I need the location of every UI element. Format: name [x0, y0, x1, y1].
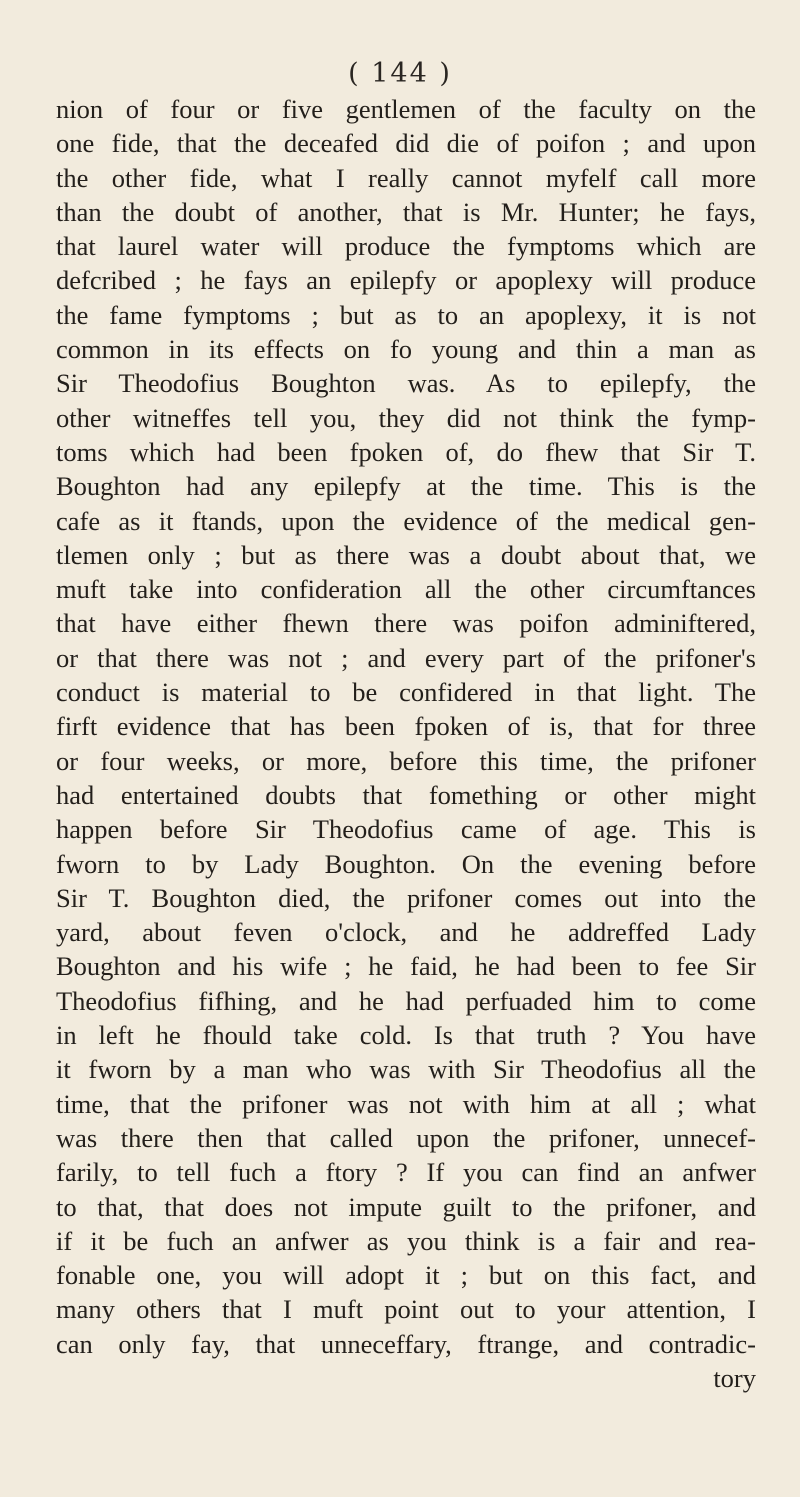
text-line: it fworn by a man who was with Sir Theodofius all the — [56, 1054, 756, 1085]
text-line: defcribed ; he fays an epilepfy or apoplexy will produce — [56, 265, 756, 296]
text-line: the fame fymptoms ; but as to an apoplexy, it is not — [56, 299, 756, 330]
text-line: Boughton and his wife ; he faid, he had been to fee Sir — [56, 951, 756, 982]
text-line: was there then that called upon the prifoner, unnecef- — [56, 1122, 756, 1153]
text-line: one fide, that the deceafed did die of poifon ; and upon — [56, 128, 756, 159]
text-line: tlemen only ; but as there was a doubt about that, we — [56, 539, 756, 570]
text-line: than the doubt of another, that is Mr. Hunter; he fays, — [56, 196, 756, 227]
text-line: other witneffes tell you, they did not think the fymp- — [56, 402, 756, 433]
text-line: Sir Theodofius Boughton was. As to epilepfy, the — [56, 368, 756, 399]
text-line: toms which had been fpoken of, do fhew that Sir T. — [56, 436, 756, 467]
text-line: if it be fuch an anfwer as you think is a fair and rea- — [56, 1225, 756, 1256]
text-line: time, that the prifoner was not with him at all ; what — [56, 1088, 756, 1119]
text-line: cafe as it ftands, upon the evidence of the medical gen- — [56, 505, 756, 536]
text-line: common in its effects on fo young and thin a man as — [56, 334, 756, 365]
catchword: tory — [713, 1362, 756, 1393]
text-line: fworn to by Lady Boughton. On the evening before — [56, 848, 756, 879]
text-line: Theodofius fifhing, and he had perfuaded him to come — [56, 985, 756, 1016]
text-line: farily, to tell fuch a ftory ? If you can find an anfwer — [56, 1157, 756, 1188]
text-line: firft evidence that has been fpoken of is, that for three — [56, 711, 756, 742]
text-line: many others that I muft point out to your attention, I — [56, 1294, 756, 1325]
text-line: to that, that does not impute guilt to the prifoner, and — [56, 1191, 756, 1222]
text-line: conduct is material to be confidered in that light. The — [56, 677, 756, 708]
text-line: in left he fhould take cold. Is that truth ? You have — [56, 1020, 756, 1051]
text-line: or four weeks, or more, before this time, the prifoner — [56, 745, 756, 776]
text-line: Boughton had any epilepfy at the time. This is the — [56, 471, 756, 502]
page-number-header: ( 144 ) — [348, 58, 452, 89]
text-line: fonable one, you will adopt it ; but on this fact, and — [56, 1260, 756, 1291]
text-line: Sir T. Boughton died, the prifoner comes out into the — [56, 882, 756, 913]
text-line: yard, about feven o'clock, and he addreffed Lady — [56, 917, 756, 948]
text-line: nion of four or five gentlemen of the faculty on the — [56, 94, 756, 124]
text-line: had entertained doubts that fomething or other might — [56, 779, 756, 810]
body-text — [56, 92, 756, 1395]
text-line: that have either fhewn there was poifon adminiftered, — [56, 608, 756, 639]
text-line: muft take into confideration all the other circumftances — [56, 574, 756, 605]
text-line: the other fide, what I really cannot myfelf call more — [56, 162, 756, 193]
text-line: happen before Sir Theodofius came of age. This is — [56, 814, 756, 845]
text-line: can only fay, that unneceffary, ftrange, and contradic- — [56, 1328, 756, 1359]
text-line: or that there was not ; and every part of the prifoner's — [56, 642, 756, 673]
text-line: that laurel water will produce the fymptoms which are — [56, 231, 756, 262]
